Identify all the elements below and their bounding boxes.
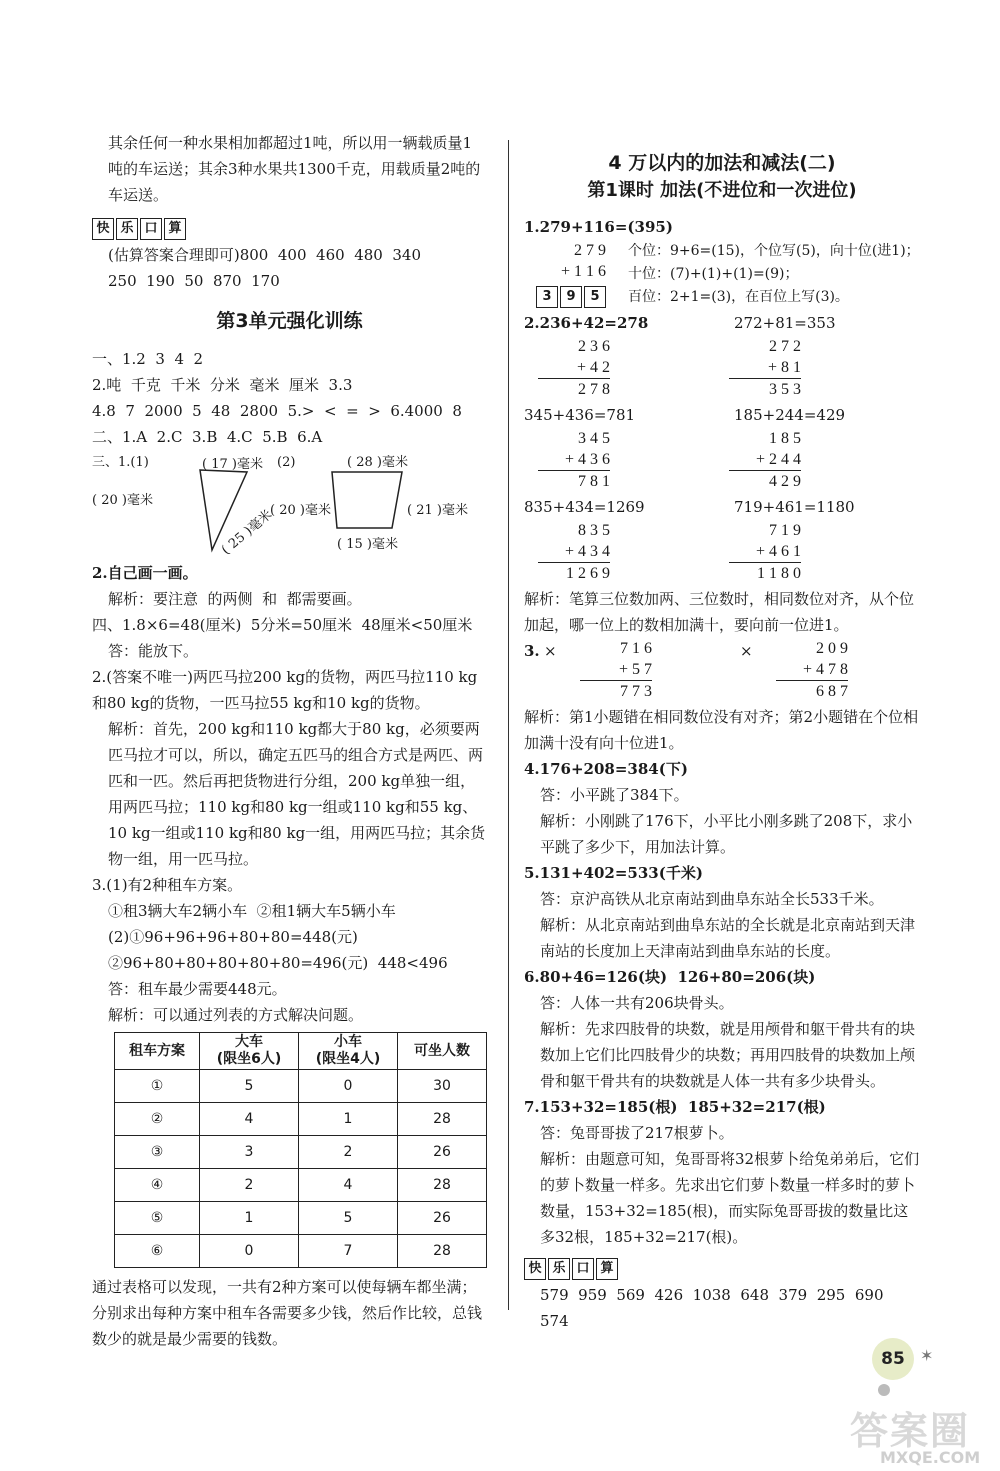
- question-6: 6.80+46=126(块) 126+80=206(块): [524, 968, 816, 986]
- table-cell: ②: [115, 1103, 200, 1136]
- question-5-note: 解析：从北京南站到曲阜东站的全长就是北京南站到天津南站的长度加上天津南站到曲阜东站的长度。: [540, 916, 916, 960]
- question-6-note: 解析：先求四肢骨的块数，就是用颅骨和躯干骨共有的块数加上它们比四肢骨少的块数；再用四肢骨的块数加上颅骨和躯干骨共有的块数就是人体一共有多少块骨头。: [540, 1020, 916, 1090]
- star-icon: ✶: [920, 1346, 934, 1365]
- question-6-answer: 答：人体一共有206块骨头。: [540, 994, 734, 1012]
- shape-figures: 三、1.(1) (2) ( 17 )毫米 ( 20 )毫米 ( 25 )毫米 ( 28 )毫米 ( 20 )毫米 ( 21 )毫米 ( 15 )毫米: [92, 450, 487, 560]
- table-row: [115, 1103, 487, 1136]
- table-cell: 1: [299, 1103, 398, 1136]
- table-cell: ③: [115, 1136, 200, 1169]
- question-2-note: 解析：笔算三位数加两、三位数时，相同数位对齐，从个位加起，哪一位上的数相加满十，要向前一位进1。: [524, 590, 915, 634]
- question-7-note: 解析：由题意可知，兔哥哥将32根萝卜给兔弟弟后，它们的萝卜数量一样多。先求出它们萝卜数量一样多时的萝卜数量，153+32=185(根)，而实际兔哥哥拔的数量比这多32根，185+32=217(根)。: [540, 1150, 920, 1246]
- page-number: 85: [872, 1338, 914, 1380]
- after-table-note: 通过表格可以发现，一共有2种方案可以使每辆车都坐满；分别求出每种方案中租车各需要多少钱，然后作比较，总钱数少的就是最少需要的钱数。: [92, 1278, 483, 1348]
- section4-q3-line: 解析：可以通过列表的方式解决问题。: [108, 1006, 364, 1024]
- table-cell: 26: [398, 1202, 487, 1235]
- section4-q2: 2.(答案不唯一)两匹马拉200 kg的货物，两匹马拉110 kg和80 kg的货物，一匹马拉55 kg和10 kg的货物。: [92, 668, 478, 712]
- kuaile-line: 579 959 569 426 1038 648 379 295 690 574: [540, 1286, 894, 1330]
- table-header: 大车 (限坐6人): [200, 1033, 299, 1070]
- question-1: 1.279+116=(395): [524, 218, 673, 236]
- watermark-logo: 答案圈: [850, 1409, 971, 1453]
- table-row: [115, 1202, 487, 1235]
- answer-line: 4.8 7 2000 5 48 2800 5.> < = > 6.4000 8: [92, 402, 462, 420]
- q3-calculations: 3. × 7 1 6 + 5 7 7 7 3 × 2 0 9 + 4 7 8 6 8 7: [524, 640, 848, 700]
- question-7-answer: 答：兔哥哥拔了217根萝卜。: [540, 1124, 734, 1142]
- intro-text: 其余任何一种水果相加都超过1吨，所以用一辆载质量1吨的车运送；其余3种水果共1300千克，用载质量2吨的车运送。: [108, 134, 481, 204]
- table-cell: 5: [200, 1070, 299, 1103]
- dot-decoration: [878, 1384, 890, 1396]
- table-cell: ⑤: [115, 1202, 200, 1235]
- table-cell: ⑥: [115, 1235, 200, 1268]
- section4-q2-note: 解析：首先，200 kg和110 kg都大于80 kg，必须要两匹马拉才可以，所以，确定五匹马的组合方式是两匹、两匹和一匹。然后再把货物进行分组，200 kg单独一组，用两匹马拉；110 kg和80 kg一组或110 kg和55 kg、10 kg一组或110 kg和80 kg一组，用两匹马拉；其余货物一组，用一匹马拉。: [108, 720, 486, 868]
- q2-calculations: 2.236+42=278 272+81=353 2 3 6 + 4 2 2 7 8 2 7 2 + 8 1 3 5 3 345+436=781 185+244=429 3 4 5 + 4 3 6 7 8 1 1 8 5 + 2 4 4 4 2 9 835+434=1269 719+461=1180 8 3 5 + 4 3 4 1 2 6 9 7 1 9 + 4 6 1 1 1 8 0: [524, 314, 855, 582]
- section4-q3-line: ②96+80+80+80+80+80=496(元) 448<496: [108, 954, 448, 972]
- table-cell: 30: [398, 1070, 487, 1103]
- question-7: 7.153+32=185(根) 185+32=217(根): [524, 1098, 826, 1116]
- section4-q3-line: 答：租车最少需要448元。: [108, 980, 287, 998]
- table-cell: 28: [398, 1103, 487, 1136]
- question-2-note: 解析：要注意 的两侧 和 都需要画。: [108, 590, 362, 608]
- question-5: 5.131+402=533(千米): [524, 864, 703, 882]
- section4-q3-line: ①租3辆大车2辆小车 ②租1辆大车5辆小车: [108, 902, 396, 920]
- table-cell: ④: [115, 1169, 200, 1202]
- kuaile-badge: 快 乐 口 算: [92, 218, 487, 240]
- table-cell: 28: [398, 1169, 487, 1202]
- table-cell: 1: [200, 1202, 299, 1235]
- table-cell: 4: [299, 1169, 398, 1202]
- table-cell: ①: [115, 1070, 200, 1103]
- answer-line: 2.吨 千克 千米 分米 毫米 厘米 3.3: [92, 376, 353, 394]
- table-body: [115, 1070, 487, 1268]
- lesson-title: 第1课时 加法(不进位和一次进位): [587, 180, 857, 201]
- question-4-note: 解析：小刚跳了176下，小平比小刚多跳了208下，求小平跳了多少下，用加法计算。: [540, 812, 913, 856]
- table-row: [115, 1235, 487, 1268]
- table-cell: 5: [299, 1202, 398, 1235]
- table-cell: 2: [299, 1136, 398, 1169]
- question-4: 4.176+208=384(下): [524, 760, 688, 778]
- table-header: 可坐人数: [398, 1033, 487, 1070]
- question-2: 2.自己画一画。: [92, 564, 198, 582]
- rental-table: [114, 1032, 487, 1268]
- table-row: [115, 1169, 487, 1202]
- section4-q1-answer: 答：能放下。: [108, 642, 199, 660]
- question-5-answer: 答：京沪高铁从北京南站到曲阜东站全长533千米。: [540, 890, 884, 908]
- right-column: [524, 130, 920, 1334]
- kuaile-badge: 快 乐 口 算: [524, 1258, 920, 1280]
- table-header: 小车 (限坐4人): [299, 1033, 398, 1070]
- section4-q3-line: 3.(1)有2种租车方案。: [92, 876, 243, 894]
- table-cell: 2: [200, 1169, 299, 1202]
- question-4-answer: 答：小平跳了384下。: [540, 786, 689, 804]
- table-cell: 26: [398, 1136, 487, 1169]
- table-row: [115, 1070, 487, 1103]
- table-cell: 0: [200, 1235, 299, 1268]
- table-cell: 4: [200, 1103, 299, 1136]
- watermark-url: MXQE.COM: [880, 1448, 981, 1467]
- table-cell: 7: [299, 1235, 398, 1268]
- answer-line: 二、1.A 2.C 3.B 4.C 5.B 6.A: [92, 428, 323, 446]
- section4-q1: 四、1.8×6=48(厘米) 5分米=50厘米 48厘米<50厘米: [92, 616, 473, 634]
- answer-line: 一、1.2 3 4 2: [92, 350, 204, 368]
- section4-q3-line: (2)①96+96+96+80+80=448(元): [108, 928, 358, 946]
- table-cell: 28: [398, 1235, 487, 1268]
- table-cell: 0: [299, 1070, 398, 1103]
- q1-calculation: 2 7 9 + 1 1 6 3 9 5 个位：9+6=(15)，个位写(5)，向十位(进1)； 十位：(7)+(1)+(1)=(9)； 百位：2+1=(3)，在百位上写(3)。: [524, 240, 920, 310]
- table-row: [115, 1136, 487, 1169]
- table-header-row: [115, 1033, 487, 1070]
- unit-title: 第3单元强化训练: [216, 310, 363, 332]
- table-header: 租车方案: [115, 1033, 200, 1070]
- chapter-title: 4 万以内的加法和减法(二): [608, 152, 836, 174]
- kuaile-line-1: (估算答案合理即可)800 400 460 480 340: [108, 246, 422, 264]
- column-divider: [508, 140, 509, 1310]
- kuaile-line-2: 250 190 50 870 170: [108, 272, 280, 290]
- result-boxes: 3 9 5: [534, 286, 606, 308]
- left-column: [92, 130, 487, 1352]
- question-3-note: 解析：第1小题错在相同数位没有对齐；第2小题错在个位相加满十没有向十位进1。: [524, 708, 919, 752]
- table-cell: 3: [200, 1136, 299, 1169]
